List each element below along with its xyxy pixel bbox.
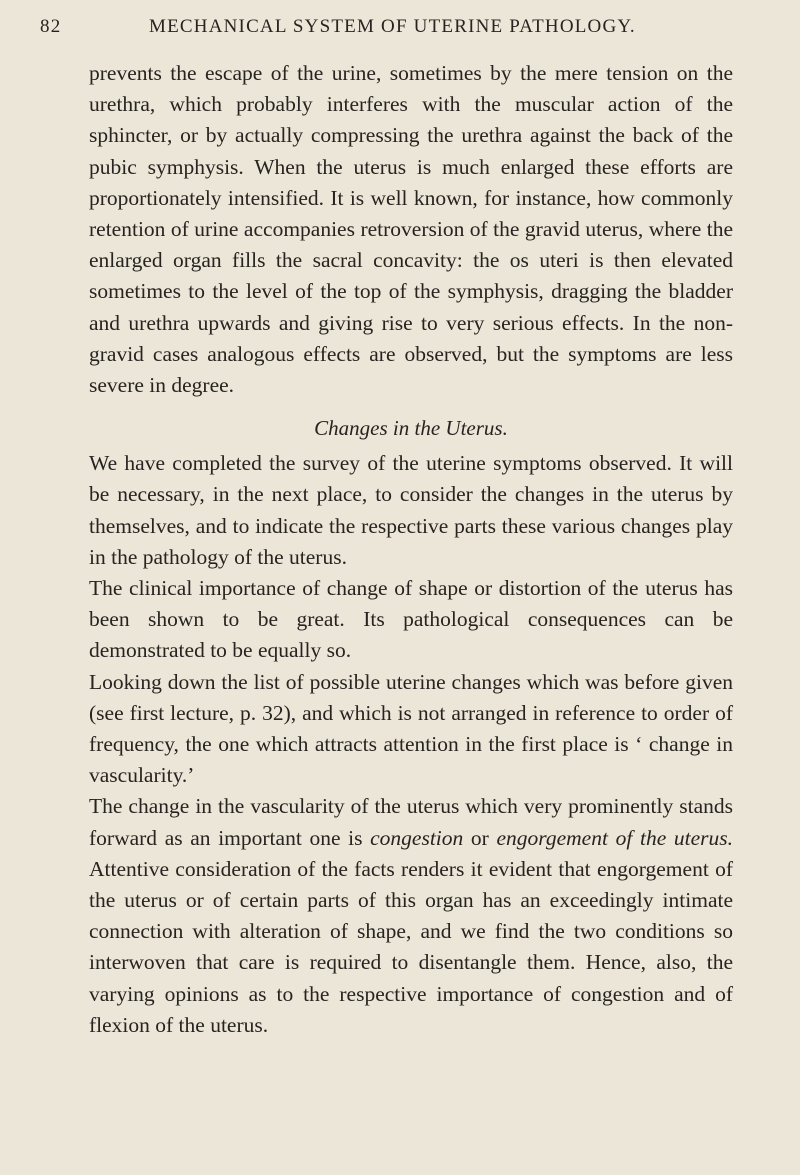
- page-number: 82: [40, 16, 62, 37]
- paragraph-clinical-importance: The clinical importance of change of shape or distortion of the uterus has been shown to be great. Its pathological consequences can be demonstrated to be equally so.: [89, 576, 733, 663]
- text-run: Attentive consideration of the facts renders it evident that engorgement of the uterus or of certain parts of this organ has an exceedingly intimate connection with alteration of shape, and we find the two conditions so interwoven that care is required to disentangle them. Hence, also, the varying opinions as to the respective importance of congestion and of flexion of the uterus.: [89, 856, 733, 1037]
- paragraph-congestion: [89, 791, 733, 1041]
- body-text: [89, 58, 733, 1041]
- italic-term-engorgement: engorgement of the uterus.: [496, 825, 734, 850]
- italic-term-congestion: congestion: [370, 825, 464, 850]
- page-header: [40, 12, 760, 48]
- text-run: or: [463, 825, 497, 850]
- paragraph-list: Looking down the list of possible uterine changes which was before given (see first lecture, p. 32), and which is not arranged in reference to order of frequency, the one which attracts attention in the first place is ‘ change in vascularity.’: [89, 669, 733, 788]
- text-run: The change in the vascularity of the uterus which very prominently stands forward as an important one is: [89, 794, 733, 850]
- paragraph-continuation: prevents the escape of the urine, sometimes by the mere tension on the urethra, which probably interferes with the muscular action of the sphincter, or by actually compressing the urethra against the back of the pubic symphysis. When the uterus is much enlarged these efforts are proportionately intensified. It is well known, for instance, how commonly retention of urine accompanies retroversion of the gravid uterus, where the enlarged organ fills the sacral concavity: the os uteri is then elevated sometimes to the level of the top of the symphysis, dragging the bladder and urethra upwards and giving rise to very serious effects. In the non-gravid cases analogous effects are observed, but the symptoms are less severe in degree.: [89, 61, 733, 398]
- paragraph-survey: We have completed the survey of the uterine symptoms observed. It will be necessary, in the next place, to consider the changes in the uterus by themselves, and to indicate the respective parts these various changes play in the pathology of the uterus.: [89, 451, 733, 569]
- section-heading: Changes in the Uterus.: [314, 416, 508, 441]
- running-head: MECHANICAL SYSTEM OF UTERINE PATHOLOGY.: [149, 16, 636, 37]
